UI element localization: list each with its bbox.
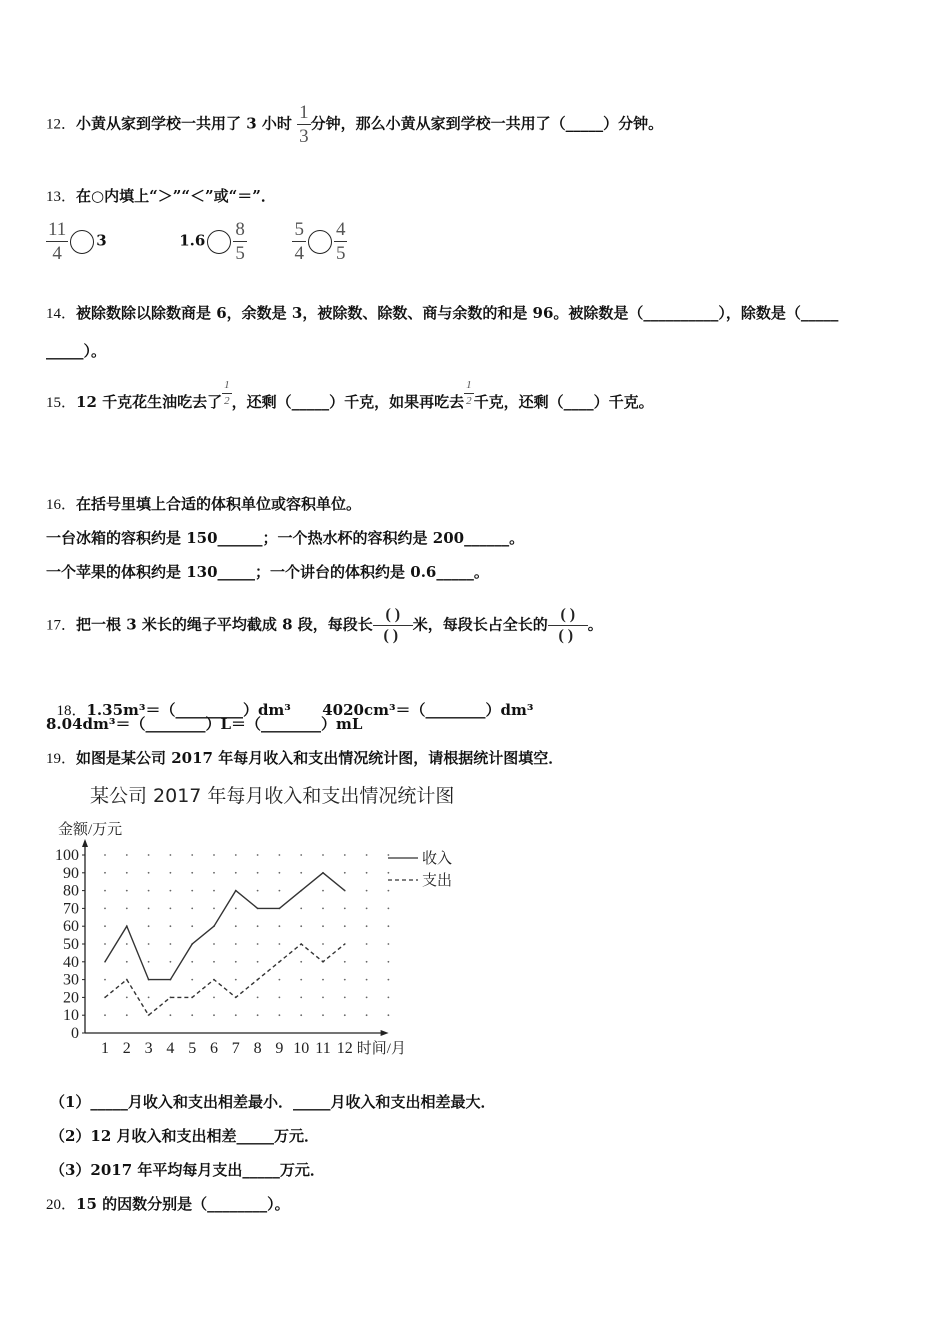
grid-dot xyxy=(213,854,215,856)
grid-dot xyxy=(126,854,128,856)
grid-dot xyxy=(366,890,368,892)
y-tick-label: 10 xyxy=(63,1007,79,1025)
grid-dot xyxy=(235,961,237,963)
question-18: 18．1.35m³＝（_________）dm³ 4020cm³＝（________）dm³ xyxy=(56,701,534,719)
question-16-line2: 一个苹果的体积约是 130_____；一个讲台的体积约是 0.6_____。 xyxy=(46,563,489,581)
grid-dot xyxy=(366,997,368,999)
grid-dot xyxy=(300,872,302,874)
grid-dot xyxy=(388,961,390,963)
grid-dot xyxy=(213,1014,215,1016)
question-text: 在○内填上“＞”“＜”或“＝”． xyxy=(76,187,276,205)
fraction-half: $\frac{1}{2}$ xyxy=(466,379,472,407)
grid-dot xyxy=(344,925,346,927)
grid-dot xyxy=(344,961,346,963)
grid-dot xyxy=(322,854,324,856)
grid-dot xyxy=(213,961,215,963)
grid-dot xyxy=(300,979,302,981)
grid-dot xyxy=(279,997,281,999)
question-text: 被除数除以除数商是 6，余数是 3，被除数、除数、商与余数的和是 96。被除数是（__________），除数是（_____ xyxy=(76,304,839,322)
x-tick-label: 8 xyxy=(253,1040,262,1057)
grid-dot xyxy=(235,908,237,910)
question-13 xyxy=(46,186,276,207)
grid-dot xyxy=(322,890,324,892)
grid-dot xyxy=(126,872,128,874)
y-tick-label: 70 xyxy=(63,900,79,918)
grid-dot xyxy=(257,961,259,963)
x-tick-label: 2 xyxy=(122,1040,131,1057)
question-number: 20． xyxy=(46,1197,77,1213)
grid-dot xyxy=(170,872,172,874)
grid-dot xyxy=(191,979,193,981)
grid-dot xyxy=(191,872,193,874)
grid-dot xyxy=(148,854,150,856)
grid-dot xyxy=(148,961,150,963)
x-tick-label: 10 xyxy=(293,1040,310,1057)
x-tick-label: 11 xyxy=(315,1040,331,1057)
question-number: 17． xyxy=(46,617,77,634)
grid-dot xyxy=(257,943,259,945)
grid-dot xyxy=(300,854,302,856)
grid-dot xyxy=(388,997,390,999)
grid-dot xyxy=(257,854,259,856)
grid-dot xyxy=(104,1014,106,1016)
grid-dot xyxy=(344,1014,346,1016)
x-tick-label: 7 xyxy=(231,1040,240,1057)
chart-title: 某公司 2017 年每月收入和支出情况统计图 xyxy=(90,785,455,807)
grid-dot xyxy=(300,908,302,910)
comparison-a: $\frac{11}{4}$ 3 xyxy=(48,219,107,264)
question-15: 15．12 千克花生油吃去了 $\frac{1}{2}$ ，还剩（_____）千克，如果再吃去 $\frac{1}{2}$ 千克，还剩（____）千克。 xyxy=(46,379,654,411)
grid-dot xyxy=(235,1014,237,1016)
grid-dot xyxy=(388,872,390,874)
question-16-line1: 一台冰箱的容积约是 150______；一个热水杯的容积约是 200______。 xyxy=(46,529,525,547)
grid-dots xyxy=(104,854,389,1016)
question-20: 20．15 的因数分别是（________）。 xyxy=(46,1195,290,1213)
x-tick-label: 4 xyxy=(166,1040,175,1057)
grid-dot xyxy=(148,908,150,910)
y-axis-label: 金额/万元 xyxy=(58,822,123,838)
grid-dot xyxy=(388,908,390,910)
grid-dot xyxy=(191,908,193,910)
y-tick-label: 0 xyxy=(71,1025,79,1042)
y-tick-label: 50 xyxy=(63,936,79,953)
grid-dot xyxy=(257,997,259,999)
grid-dot xyxy=(148,925,150,927)
y-tick-label: 80 xyxy=(63,882,79,900)
y-axis-arrow xyxy=(82,839,88,847)
grid-dot xyxy=(322,908,324,910)
grid-dot xyxy=(126,890,128,892)
grid-dot xyxy=(322,1014,324,1016)
grid-dot xyxy=(344,979,346,981)
grid-dot xyxy=(104,854,106,856)
grid-dot xyxy=(104,872,106,874)
grid-dot xyxy=(366,961,368,963)
grid-dot xyxy=(279,890,281,892)
grid-dot xyxy=(388,925,390,927)
grid-dot xyxy=(322,943,324,945)
grid-dot xyxy=(235,854,237,856)
grid-dot xyxy=(322,997,324,999)
grid-dot xyxy=(170,908,172,910)
grid-dot xyxy=(126,1014,128,1016)
axes xyxy=(82,839,389,1036)
grid-dot xyxy=(322,979,324,981)
grid-dot xyxy=(213,943,215,945)
fraction-half: $\frac{1}{2}$ xyxy=(224,379,230,407)
x-tick-label: 1 xyxy=(101,1040,109,1057)
y-tick-label: 60 xyxy=(63,918,79,936)
x-tick-label: 9 xyxy=(275,1040,284,1057)
grid-dot xyxy=(213,890,215,892)
grid-dot xyxy=(366,1014,368,1016)
question-number: 15． xyxy=(46,395,77,411)
grid-dot xyxy=(300,925,302,927)
compare-circle[interactable] xyxy=(207,230,231,254)
grid-dot xyxy=(344,997,346,999)
question-19-sub1: （1）_____月收入和支出相差最小．_____月收入和支出相差最大． xyxy=(50,1093,496,1111)
compare-circle[interactable] xyxy=(70,230,94,254)
grid-dot xyxy=(213,997,215,999)
grid-dot xyxy=(170,1014,172,1016)
grid-dot xyxy=(366,979,368,981)
grid-dot xyxy=(366,925,368,927)
grid-dot xyxy=(366,854,368,856)
grid-dot xyxy=(126,908,128,910)
question-19-sub3: （3）2017 年平均每月支出_____万元． xyxy=(50,1161,325,1179)
compare-circle[interactable] xyxy=(308,230,332,254)
y-tick-label: 90 xyxy=(63,864,79,882)
grid-dot xyxy=(388,854,390,856)
grid-dot xyxy=(191,961,193,963)
grid-dot xyxy=(104,908,106,910)
grid-dot xyxy=(344,854,346,856)
x-tick-label: 3 xyxy=(144,1040,153,1057)
question-number: 18． xyxy=(56,703,87,719)
grid-dot xyxy=(148,872,150,874)
grid-dot xyxy=(279,854,281,856)
grid-dot xyxy=(213,872,215,874)
grid-dot xyxy=(148,890,150,892)
question-number: 19． xyxy=(46,751,77,767)
grid-dot xyxy=(213,908,215,910)
series-lines xyxy=(105,873,345,1015)
comparison-c xyxy=(292,220,347,263)
grid-dot xyxy=(148,997,150,999)
x-tick-label: 5 xyxy=(188,1040,197,1057)
question-19-sub2: （2）12 月收入和支出相差_____万元． xyxy=(50,1127,320,1145)
grid-dot xyxy=(104,943,106,945)
grid-dot xyxy=(170,854,172,856)
grid-dot xyxy=(344,872,346,874)
grid-dot xyxy=(104,890,106,892)
blank-fraction[interactable]: $\frac{( )}{( )}$ xyxy=(548,607,588,644)
grid-dot xyxy=(148,943,150,945)
grid-dot xyxy=(191,925,193,927)
question-19: 19．如图是某公司 2017 年每月收入和支出情况统计图，请根据统计图填空． xyxy=(46,749,564,767)
grid-dot xyxy=(257,925,259,927)
legend xyxy=(388,850,452,889)
legend-expense-label: 支出 xyxy=(422,873,453,889)
comparison-b: 1.6 $\frac{8}{5}$ xyxy=(179,219,245,264)
question-12 xyxy=(46,103,663,146)
question-number: 12． xyxy=(46,116,77,133)
grid-dot xyxy=(388,979,390,981)
grid-dot xyxy=(279,943,281,945)
grid-dot xyxy=(191,1014,193,1016)
grid-dot xyxy=(126,961,128,963)
question-text: 分钟，那么小黄从家到学校一共用了（_____）分钟。 xyxy=(310,114,664,133)
grid-dot xyxy=(257,872,259,874)
question-18-line2: 8.04dm³＝（________）L＝（________）mL xyxy=(46,715,363,733)
y-tick-label: 30 xyxy=(63,971,79,989)
grid-dot xyxy=(257,1014,259,1016)
question-16: 16．在括号里填上合适的体积单位或容积单位。 xyxy=(46,495,362,513)
x-axis-arrow xyxy=(381,1030,389,1036)
grid-dot xyxy=(104,979,106,981)
grid-dot xyxy=(170,890,172,892)
grid-dot xyxy=(191,890,193,892)
grid-dot xyxy=(126,943,128,945)
legend-income-label: 收入 xyxy=(422,851,453,867)
grid-dot xyxy=(279,1014,281,1016)
grid-dot xyxy=(388,1014,390,1016)
fraction: $\frac{5}{4}$ xyxy=(294,219,304,264)
y-tick-label: 20 xyxy=(63,989,79,1007)
question-number: 13． xyxy=(46,189,77,205)
line-chart xyxy=(40,810,470,1065)
question-14 xyxy=(46,303,838,324)
comparison-row xyxy=(46,220,347,263)
grid-dot xyxy=(170,925,172,927)
y-tick-label: 40 xyxy=(63,953,79,971)
grid-dot xyxy=(170,943,172,945)
grid-dot xyxy=(170,961,172,963)
question-number: 14． xyxy=(46,306,77,322)
x-tick-label: 12 xyxy=(336,1040,353,1057)
y-tick-label: 100 xyxy=(55,847,79,864)
income-line xyxy=(105,873,345,980)
grid-dot xyxy=(344,908,346,910)
question-number: 16． xyxy=(46,497,77,513)
fraction: $\frac{8}{5}$ xyxy=(235,219,245,264)
grid-dot xyxy=(279,925,281,927)
question-text: 小黄从家到学校一共用了 3 小时 xyxy=(76,114,292,133)
grid-dot xyxy=(235,925,237,927)
grid-dot xyxy=(300,961,302,963)
grid-dot xyxy=(388,943,390,945)
fraction-one-third: $\frac{1}{3}$ xyxy=(299,102,309,147)
grid-dot xyxy=(235,872,237,874)
fraction: $\frac{4}{5}$ xyxy=(335,219,346,264)
grid-dot xyxy=(388,890,390,892)
question-17: 17．把一根 3 米长的绳子平均截成 8 段，每段长 $\frac{( )}{( )}$ 米，每段长占全长的 $\frac{( )}{( )}$ 。 xyxy=(46,606,603,644)
grid-dot xyxy=(257,890,259,892)
fraction: $\frac{11}{4}$ xyxy=(48,219,67,264)
grid-dot xyxy=(104,925,106,927)
grid-dot xyxy=(366,872,368,874)
x-tick-label: 6 xyxy=(210,1040,218,1057)
grid-dot xyxy=(300,997,302,999)
grid-dot xyxy=(279,872,281,874)
blank-fraction[interactable]: $\frac{( )}{( )}$ xyxy=(373,607,413,644)
question-14-cont: _____）。 xyxy=(46,342,107,360)
grid-dot xyxy=(235,943,237,945)
grid-dot xyxy=(366,943,368,945)
grid-dot xyxy=(235,979,237,981)
grid-dot xyxy=(191,854,193,856)
grid-dot xyxy=(300,1014,302,1016)
expense-line xyxy=(105,944,345,1015)
x-axis-label: 时间/月 xyxy=(356,1041,406,1057)
axis-labels xyxy=(55,821,406,1057)
grid-dot xyxy=(126,997,128,999)
grid-dot xyxy=(279,979,281,981)
grid-dot xyxy=(366,908,368,910)
grid-dot xyxy=(322,925,324,927)
